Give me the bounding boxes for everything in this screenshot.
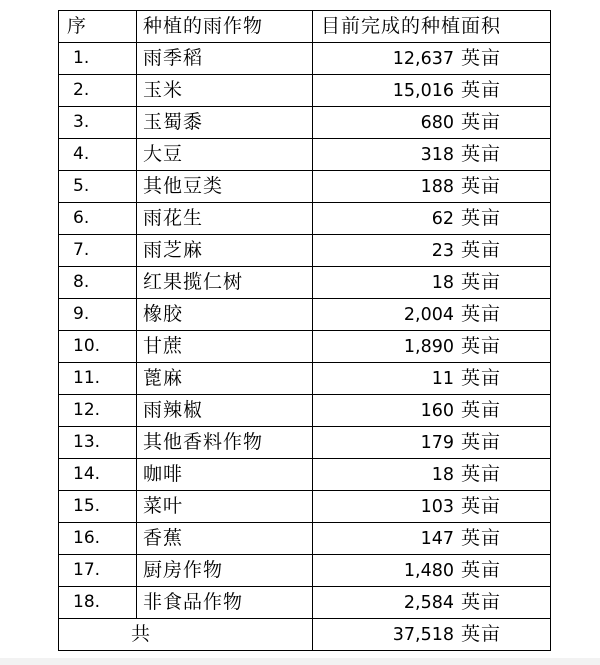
table-row [59,362,551,394]
row-crop-name: 其他香料作物 [137,426,313,458]
row-index: 18. [59,586,137,618]
table-row [59,202,551,234]
row-crop-name: 雨芝麻 [137,234,313,266]
row-area-unit: 英亩 [461,494,502,517]
row-index: 11. [59,362,137,394]
row-crop-name: 其他豆类 [137,170,313,202]
row-index: 6. [59,202,137,234]
table-row [59,490,551,522]
row-area-unit: 英亩 [461,366,502,389]
table-row [59,298,551,330]
row-area-unit: 英亩 [461,334,502,357]
table-total-row [59,618,551,650]
row-area [313,362,551,394]
row-index: 14. [59,458,137,490]
row-area-unit: 英亩 [461,558,502,581]
row-area-unit: 英亩 [461,238,502,261]
row-area [313,330,551,362]
row-area-value: 2,004 [403,304,454,325]
table-row [59,426,551,458]
row-area [313,106,551,138]
row-area [313,138,551,170]
row-area-unit: 英亩 [461,46,502,69]
total-area-unit: 英亩 [461,622,502,645]
row-area-value: 160 [420,400,454,421]
row-crop-name: 大豆 [137,138,313,170]
row-area-value: 680 [420,112,454,133]
row-area-unit: 英亩 [461,462,502,485]
row-area [313,522,551,554]
table-row [59,170,551,202]
row-area-unit: 英亩 [461,206,502,229]
row-area-unit: 英亩 [461,78,502,101]
header-index: 序 [59,11,137,43]
header-crop: 种植的雨作物 [137,11,313,43]
row-index: 17. [59,554,137,586]
row-area [313,394,551,426]
row-crop-name: 雨花生 [137,202,313,234]
row-crop-name: 菜叶 [137,490,313,522]
row-area [313,554,551,586]
row-area-value: 103 [420,496,454,517]
row-area-value: 18 [431,272,454,293]
row-area-value: 188 [420,176,454,197]
table-row [59,74,551,106]
row-crop-name: 雨辣椒 [137,394,313,426]
table-row [59,586,551,618]
table-row [59,138,551,170]
row-area-value: 18 [431,464,454,485]
row-area-unit: 英亩 [461,590,502,613]
row-crop-name: 蓖麻 [137,362,313,394]
row-index: 1. [59,42,137,74]
row-index: 8. [59,266,137,298]
total-label: 共 [59,618,313,650]
row-area-value: 318 [420,144,454,165]
row-index: 3. [59,106,137,138]
table-row [59,106,551,138]
row-area [313,458,551,490]
table-row [59,42,551,74]
row-area [313,426,551,458]
row-area [313,298,551,330]
row-index: 15. [59,490,137,522]
row-area-unit: 英亩 [461,430,502,453]
page-bottom-strip [0,658,600,665]
table-row [59,266,551,298]
table-row [59,234,551,266]
row-area [313,42,551,74]
row-index: 10. [59,330,137,362]
row-crop-name: 橡胶 [137,298,313,330]
row-crop-name: 香蕉 [137,522,313,554]
row-crop-name: 咖啡 [137,458,313,490]
row-area-value: 15,016 [392,80,454,101]
total-area [313,618,551,650]
row-area-value: 11 [431,368,454,389]
row-area-value: 1,480 [403,560,454,581]
row-area-unit: 英亩 [461,526,502,549]
row-index: 13. [59,426,137,458]
table-header-row [59,11,551,43]
row-area-value: 12,637 [392,48,454,69]
row-area [313,170,551,202]
row-area-value: 23 [431,240,454,261]
row-crop-name: 甘蔗 [137,330,313,362]
row-area-value: 62 [431,208,454,229]
row-area-unit: 英亩 [461,270,502,293]
row-crop-name: 非食品作物 [137,586,313,618]
row-index: 12. [59,394,137,426]
table-row [59,522,551,554]
row-area [313,74,551,106]
row-crop-name: 玉米 [137,74,313,106]
row-area-value: 147 [420,528,454,549]
row-index: 5. [59,170,137,202]
total-area-value: 37,518 [392,624,454,645]
row-area-unit: 英亩 [461,110,502,133]
table-row [59,394,551,426]
row-crop-name: 红果揽仁树 [137,266,313,298]
row-area [313,202,551,234]
row-area-value: 1,890 [403,336,454,357]
row-index: 4. [59,138,137,170]
row-area-unit: 英亩 [461,174,502,197]
row-area-unit: 英亩 [461,302,502,325]
table-row [59,330,551,362]
row-index: 16. [59,522,137,554]
row-area [313,234,551,266]
header-area: 目前完成的种植面积 [313,11,551,43]
row-crop-name: 厨房作物 [137,554,313,586]
row-area [313,266,551,298]
row-area [313,490,551,522]
row-index: 9. [59,298,137,330]
row-index: 2. [59,74,137,106]
table-row [59,554,551,586]
crop-area-table [58,10,551,651]
row-crop-name: 玉蜀黍 [137,106,313,138]
row-area [313,586,551,618]
row-area-value: 2,584 [403,592,454,613]
row-index: 7. [59,234,137,266]
row-area-unit: 英亩 [461,142,502,165]
row-area-unit: 英亩 [461,398,502,421]
row-area-value: 179 [420,432,454,453]
row-crop-name: 雨季稻 [137,42,313,74]
table-row [59,458,551,490]
